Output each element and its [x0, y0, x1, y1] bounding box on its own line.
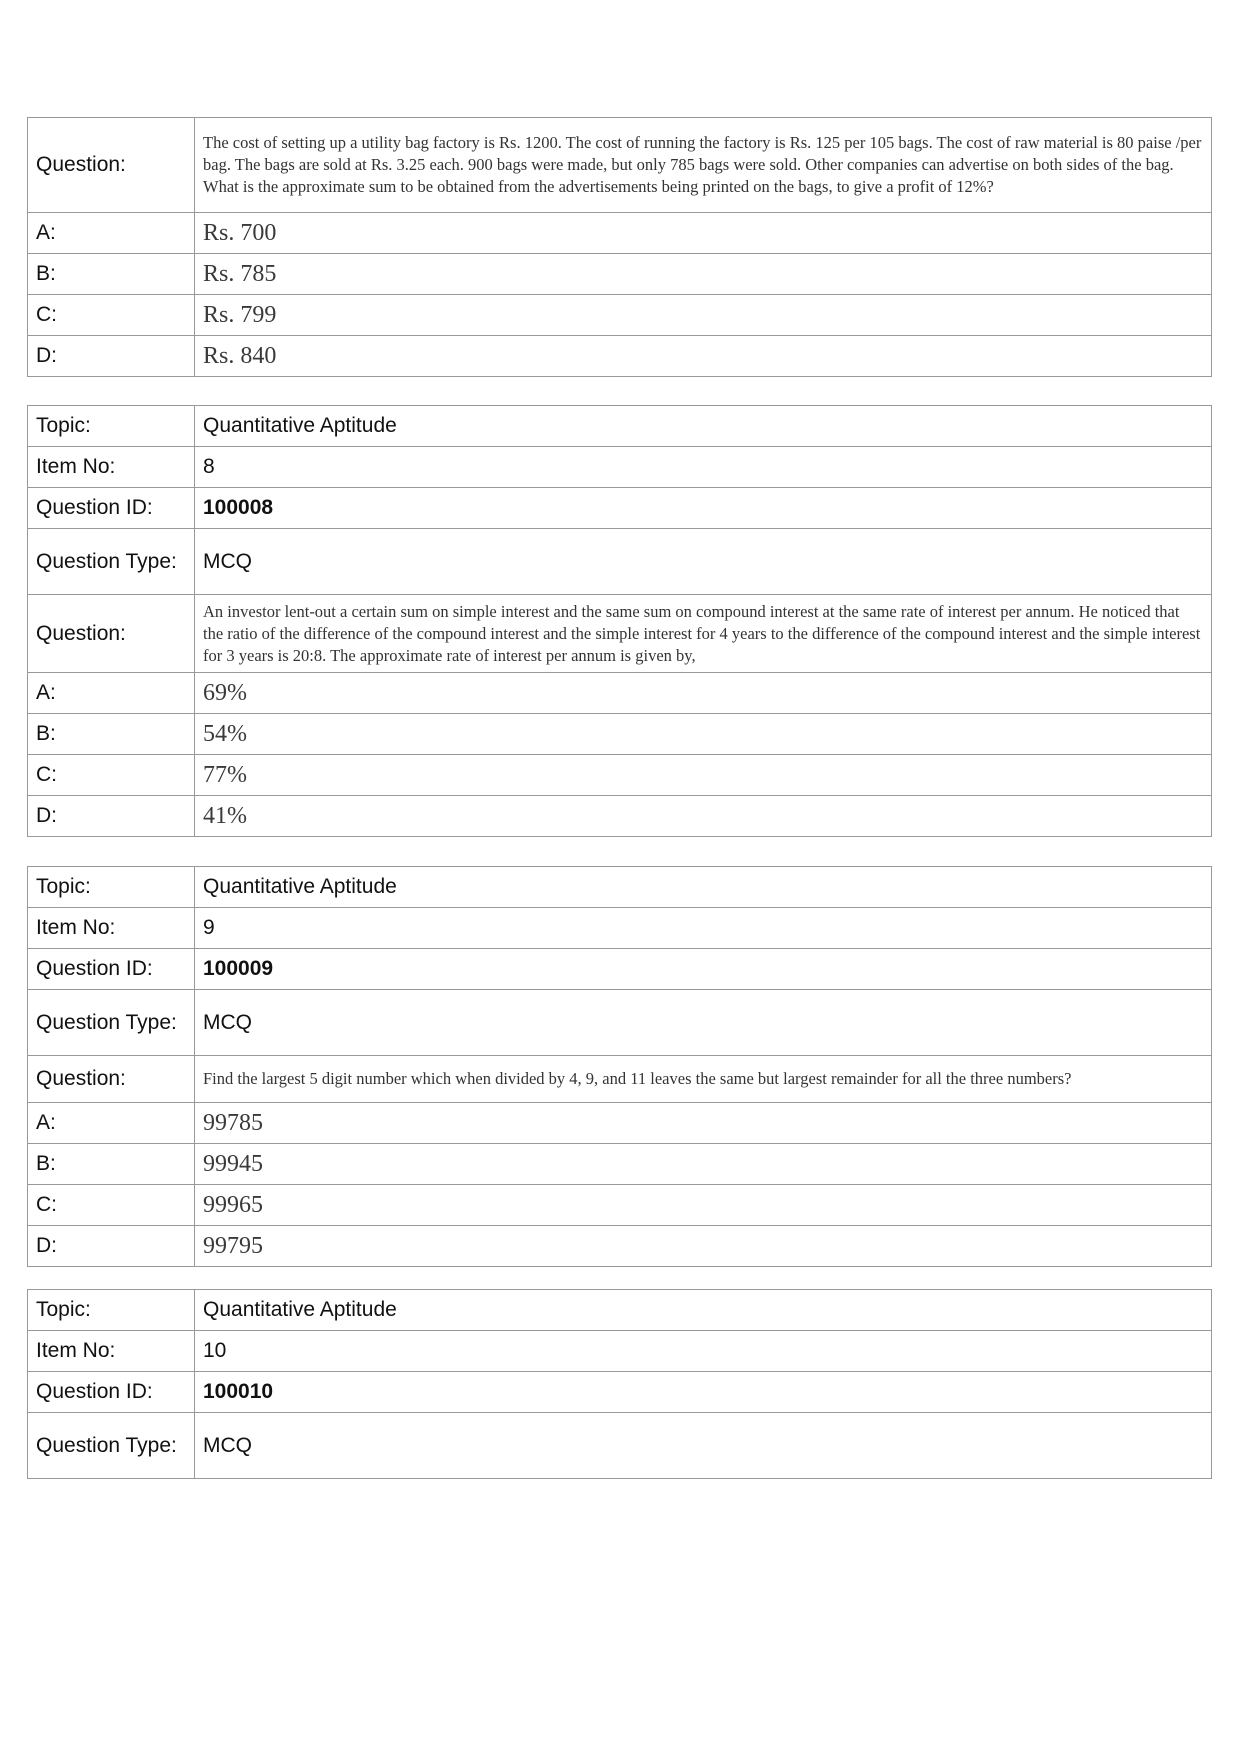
question-id-value: 100010	[195, 1372, 1212, 1413]
question-id-label: Question ID:	[28, 488, 195, 529]
question-text: The cost of setting up a utility bag factory is Rs. 1200. The cost of running the factory is Rs. 125 per 105 bags. The cost of raw material is 80 paise /per bag. The bags are sold at Rs. 3.25 each. 900 bags were made, but only 785 bags were sold. Other companies can advertise on both sides of the bag. What is the approximate sum to be obtained from the advertisements being printed on the bags, to give a profit of 12%?	[195, 118, 1212, 213]
question-type-value: MCQ	[195, 529, 1212, 595]
question-type-label: Question Type:	[28, 990, 195, 1056]
question-text: An investor lent-out a certain sum on simple interest and the same sum on compound interest at the same rate of interest per annum. He noticed that the ratio of the difference of the compound interest and the simple interest for 4 years to the difference of the compound interest and the simple interest for 3 years is 20:8. The approximate rate of interest per annum is given by,	[195, 595, 1212, 673]
option-b-value: 54%	[195, 714, 1212, 755]
option-c-label: C:	[28, 755, 195, 796]
topic-label: Topic:	[28, 867, 195, 908]
question-label: Question:	[28, 118, 195, 213]
option-c-value: 99965	[195, 1185, 1212, 1226]
question-type-value: MCQ	[195, 990, 1212, 1056]
option-b-value: Rs. 785	[195, 254, 1212, 295]
topic-label: Topic:	[28, 1290, 195, 1331]
question-label: Question:	[28, 595, 195, 673]
option-c-value: Rs. 799	[195, 295, 1212, 336]
option-c-value: 77%	[195, 755, 1212, 796]
item-no-value: 8	[195, 447, 1212, 488]
question-type-label: Question Type:	[28, 529, 195, 595]
topic-label: Topic:	[28, 406, 195, 447]
question-id-value: 100009	[195, 949, 1212, 990]
question-table-7	[27, 117, 1212, 377]
option-a-label: A:	[28, 673, 195, 714]
option-d-value: 41%	[195, 796, 1212, 837]
option-a-value: Rs. 700	[195, 213, 1212, 254]
option-b-value: 99945	[195, 1144, 1212, 1185]
option-a-value: 99785	[195, 1103, 1212, 1144]
question-table-10	[27, 1289, 1212, 1479]
option-d-label: D:	[28, 336, 195, 377]
topic-value: Quantitative Aptitude	[195, 867, 1212, 908]
option-d-label: D:	[28, 796, 195, 837]
option-d-label: D:	[28, 1226, 195, 1267]
option-d-value: Rs. 840	[195, 336, 1212, 377]
option-b-label: B:	[28, 1144, 195, 1185]
question-table-8	[27, 405, 1212, 837]
question-id-label: Question ID:	[28, 949, 195, 990]
question-type-value: MCQ	[195, 1413, 1212, 1479]
item-no-value: 9	[195, 908, 1212, 949]
item-no-label: Item No:	[28, 1331, 195, 1372]
question-table-9	[27, 866, 1212, 1267]
option-b-label: B:	[28, 254, 195, 295]
option-d-value: 99795	[195, 1226, 1212, 1267]
option-b-label: B:	[28, 714, 195, 755]
topic-value: Quantitative Aptitude	[195, 1290, 1212, 1331]
item-no-value: 10	[195, 1331, 1212, 1372]
topic-value: Quantitative Aptitude	[195, 406, 1212, 447]
question-id-value: 100008	[195, 488, 1212, 529]
question-text: Find the largest 5 digit number which when divided by 4, 9, and 11 leaves the same but largest remainder for all the three numbers?	[195, 1056, 1212, 1103]
item-no-label: Item No:	[28, 908, 195, 949]
question-id-label: Question ID:	[28, 1372, 195, 1413]
option-a-label: A:	[28, 1103, 195, 1144]
option-a-value: 69%	[195, 673, 1212, 714]
item-no-label: Item No:	[28, 447, 195, 488]
option-c-label: C:	[28, 295, 195, 336]
question-type-label: Question Type:	[28, 1413, 195, 1479]
question-label: Question:	[28, 1056, 195, 1103]
option-c-label: C:	[28, 1185, 195, 1226]
option-a-label: A:	[28, 213, 195, 254]
